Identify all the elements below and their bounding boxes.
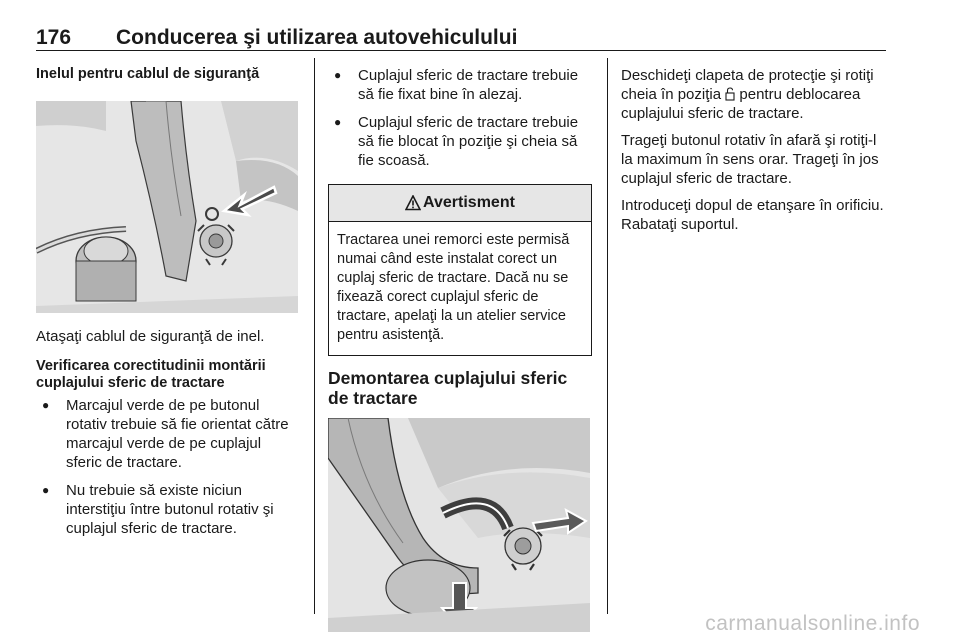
- requirements-list: [328, 66, 592, 170]
- warning-text: Tractarea unei remorci este permisă numai când este instalat corect un cuplaj sferic de tractare. Dacă nu se fixează corect cuplajul sferic de tractare, apelaţi la un atelier service pentru asistenţă.: [337, 232, 570, 343]
- list-item: ● Nu trebuie să existe niciun interstiţiu între butonul rotativ şi cuplajul sferic de tractare.: [36, 481, 298, 538]
- arrow-icon: [218, 181, 278, 225]
- column-left: [36, 66, 298, 538]
- check-heading: Verificarea corectitudinii montării cuplajului sferic de tractare: [36, 358, 266, 391]
- instruction-paragraph: Trageţi butonul rotativ în afară şi rotiţi-l la maximum în sens orar. Trageţi în jos cuplajul sferic de tractare.: [621, 132, 879, 187]
- column-divider: [607, 58, 608, 614]
- warning-title-bar: [329, 185, 591, 222]
- page-header: [36, 26, 886, 51]
- column-right: [621, 66, 891, 234]
- warning-box: [328, 184, 592, 356]
- list-item: ● Cuplajul sferic de tractare trebuie să fie blocat în poziţie şi cheia să fie scoasă.: [328, 113, 592, 170]
- watermark: carmanualsonline.info: [705, 612, 920, 635]
- caption-text: Ataşaţi cablul de siguranţă de inel.: [36, 328, 265, 345]
- column-divider: [314, 58, 315, 614]
- page-number: 176: [36, 26, 72, 49]
- warning-triangle-icon: [405, 195, 421, 211]
- check-list: [36, 396, 298, 538]
- instruction-paragraph: Introduceţi dopul de etanşare în orificiu. Rabataţi suportul.: [621, 197, 884, 233]
- warning-body: [329, 222, 591, 355]
- tow-ball-removal-illustration: [328, 418, 590, 632]
- list-item: ● Marcajul verde de pe butonul rotativ trebuie să fie orientat către marcajul verde de pe cuplajul sferic de tractare.: [36, 396, 298, 472]
- tow-ball-removal-drawing: [328, 418, 590, 632]
- warning-title: Avertisment: [423, 194, 515, 211]
- list-item: ● Cuplajul sferic de tractare trebuie să fie fixat bine în alezaj.: [328, 66, 592, 104]
- unlock-key-icon: [725, 87, 735, 101]
- instruction-text: Deschideţi clapeta de protecţie şi rotiţi cheia în poziţia: [621, 67, 874, 103]
- removal-heading: Demontarea cuplajului sferic de tractare: [328, 368, 568, 408]
- chapter-title: Conducerea şi utilizarea autovehiculului: [116, 26, 518, 49]
- section-title: Inelul pentru cablul de siguranţă: [36, 66, 260, 82]
- instruction-paragraph: [621, 66, 891, 123]
- safety-cable-ring-illustration: [36, 101, 298, 313]
- column-middle: [328, 66, 592, 632]
- instruction-text: pentru deblocarea cuplajului sferic de tractare.: [621, 86, 861, 122]
